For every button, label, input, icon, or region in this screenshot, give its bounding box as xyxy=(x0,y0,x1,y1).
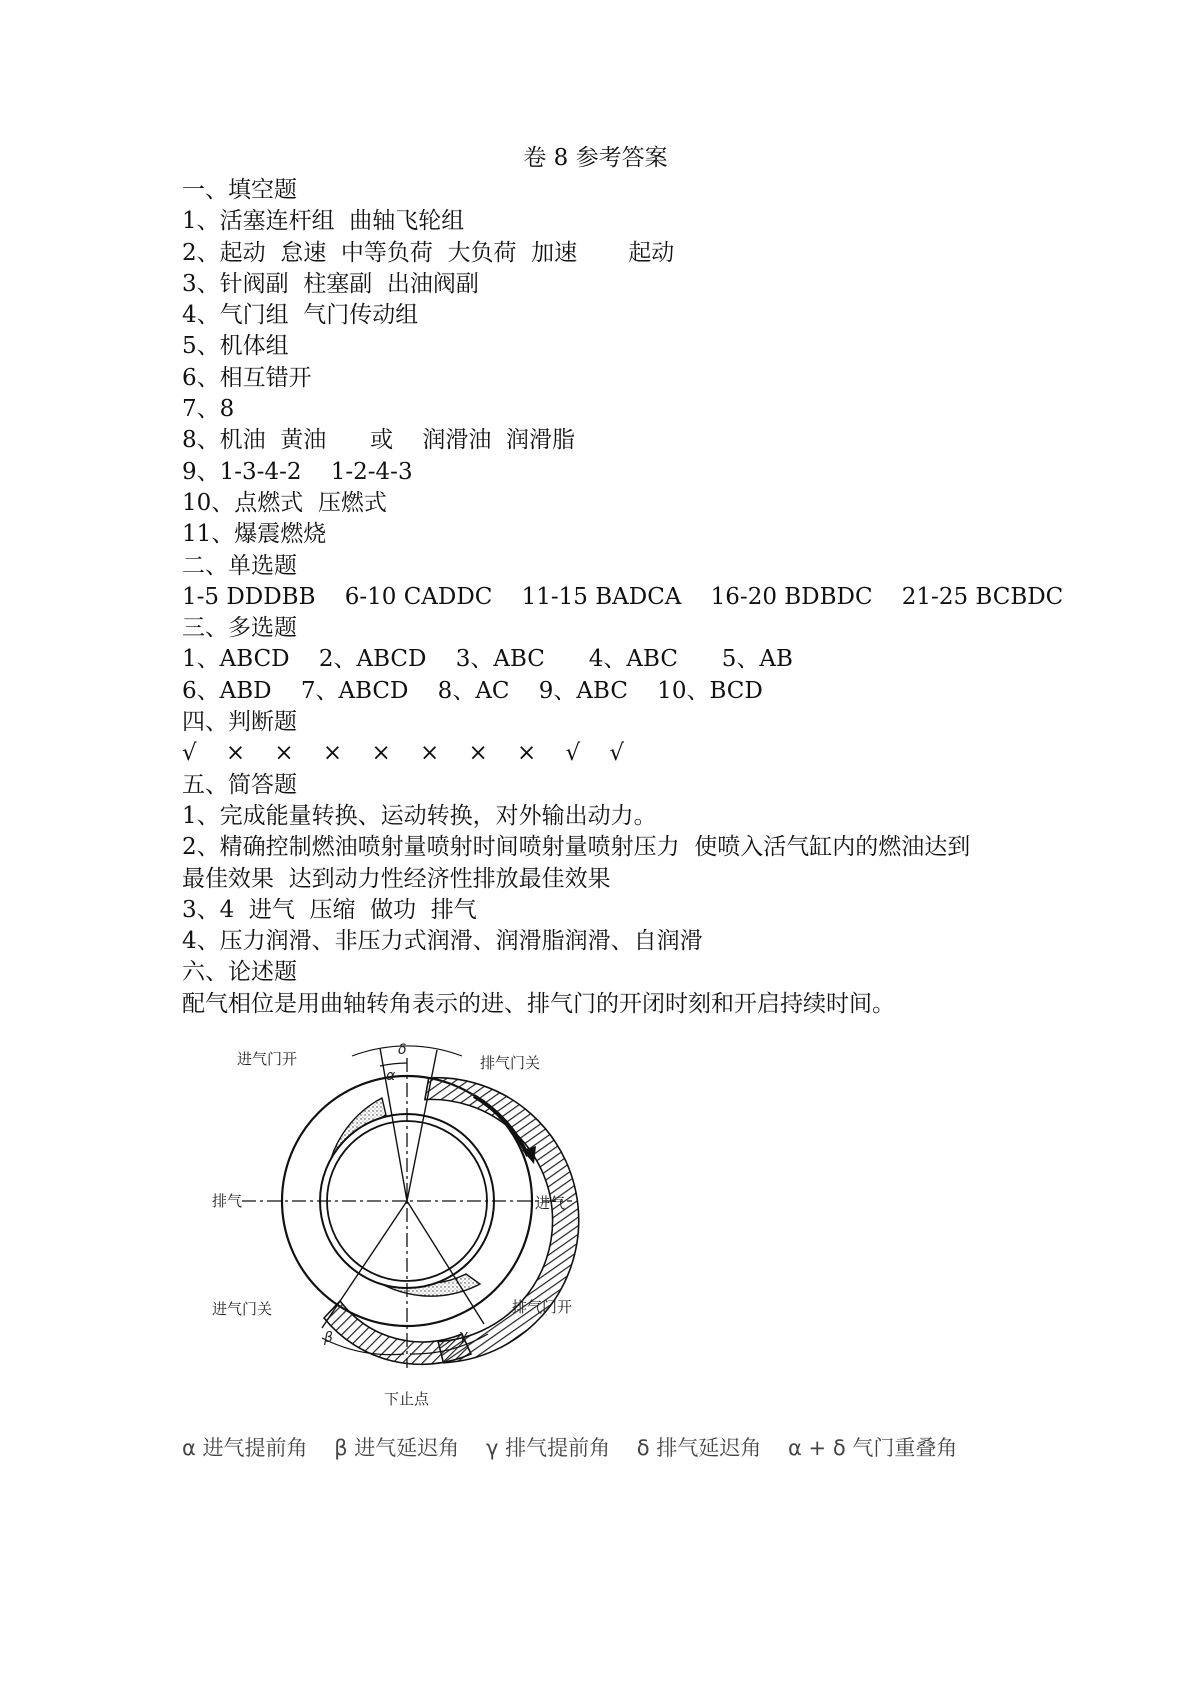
text-line: 2、精确控制燃油喷射量喷射时间喷射量喷射压力 使喷入活气缸内的燃油达到 xyxy=(182,834,971,861)
label-exhaust-open: 排气门开 xyxy=(512,1298,573,1316)
text-line: 一、填空题 xyxy=(182,177,297,203)
text-line: 4、压力润滑、非压力式润滑、润滑脂润滑、自润滑 xyxy=(182,928,703,955)
label-beta: β xyxy=(324,1330,333,1346)
label-delta: δ xyxy=(398,1042,407,1058)
text-line: 配气相位是用曲轴转角表示的进、排气门的开闭时刻和开启持续时间。 xyxy=(182,990,895,1017)
text-line: 8、机油 黄油 或 润滑油 润滑脂 xyxy=(182,427,575,454)
text-line: 1、完成能量转换、运动转换，对外输出动力。 xyxy=(182,802,657,829)
label-gamma: γ xyxy=(459,1328,468,1344)
label-alpha: α xyxy=(386,1068,396,1084)
text-line: 6、相互错开 xyxy=(182,364,312,391)
label-intake-close: 进气门关 xyxy=(212,1300,273,1318)
label-exhaust-close: 排气门关 xyxy=(480,1054,541,1072)
valve-timing-diagram xyxy=(212,1038,632,1408)
text-line: 最佳效果 达到动力性经济性排放最佳效果 xyxy=(182,865,611,892)
label-intake: 进气 xyxy=(535,1194,566,1212)
delta-arc xyxy=(352,1046,462,1056)
text-line: 6、ABD 7、ABCD 8、AC 9、ABC 10、BCD xyxy=(182,677,763,704)
text-line: 5、机体组 xyxy=(182,333,289,360)
text-line: 7、8 xyxy=(182,396,235,423)
text-line: 4、气门组 气门传动组 xyxy=(182,302,419,329)
angle-legend: α 进气提前角 β 进气延迟角 γ 排气提前角 δ 排气延迟角 α + δ 气门重叠角 xyxy=(182,1436,958,1460)
label-exhaust: 排气 xyxy=(212,1192,243,1210)
label-bdc: 下止点 xyxy=(384,1390,430,1408)
text-line: 11、爆震燃烧 xyxy=(182,521,327,548)
text-line: 10、点燃式 压燃式 xyxy=(182,489,387,516)
text-line: 3、4 进气 压缩 做功 排气 xyxy=(182,896,477,923)
text-line: 三、多选题 xyxy=(182,615,297,642)
text-line: 1-5 DDDBB 6-10 CADDC 11-15 BADCA 16-20 BDBDC 21-25 BCBDC xyxy=(182,583,1064,610)
text-line: 3、针阀副 柱塞副 出油阀副 xyxy=(182,270,479,297)
answer-body xyxy=(182,175,1064,1020)
page-title: 卷 8 参考答案 xyxy=(523,145,668,171)
alpha-arc xyxy=(380,1063,407,1066)
text-line: 五、简答题 xyxy=(182,771,297,798)
text-line: 1、ABCD 2、ABCD 3、ABC 4、ABC 5、AB xyxy=(182,646,793,673)
text-line: √ × × × × × × × √ √ xyxy=(182,740,625,767)
text-line: 二、单选题 xyxy=(182,552,297,579)
label-intake-open: 进气门开 xyxy=(237,1050,298,1068)
text-line: 1、活塞连杆组 曲轴飞轮组 xyxy=(182,208,465,235)
text-line: 9、1-3-4-2 1-2-4-3 xyxy=(182,458,413,485)
text-line: 六、论述题 xyxy=(182,959,297,986)
text-line: 四、判断题 xyxy=(182,709,297,736)
text-line: 2、起动 怠速 中等负荷 大负荷 加速 起动 xyxy=(182,239,675,266)
